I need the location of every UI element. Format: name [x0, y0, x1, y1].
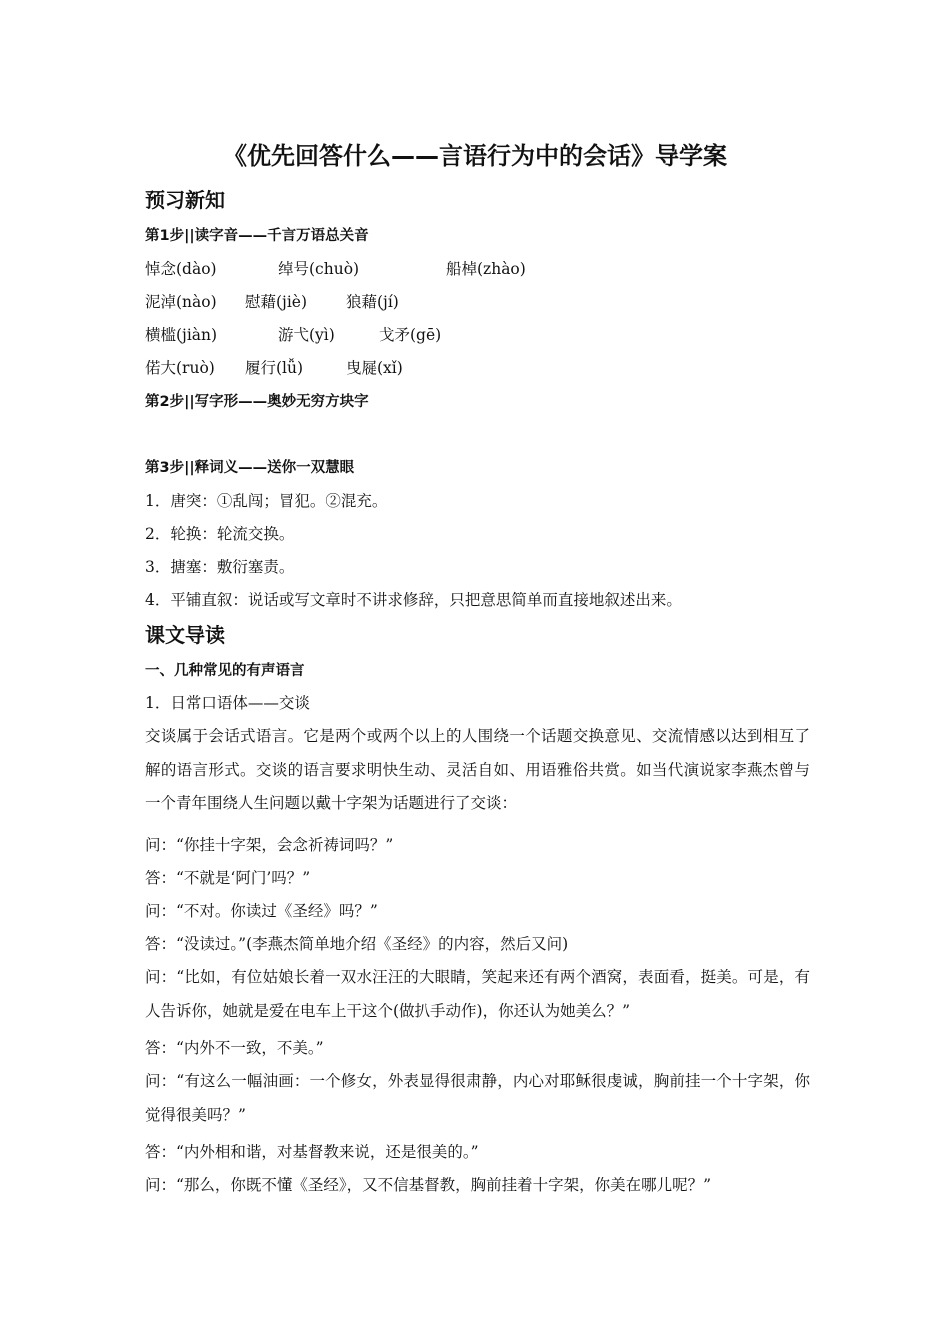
pronunciation-item: 绰号(chuò) — [278, 260, 360, 278]
dialogue-line: 答：“没读过。”(李燕杰简单地介绍《圣经》的内容，然后又问) — [145, 935, 569, 953]
step1-label: 第1步||读字音——千言万语总关音 — [145, 228, 369, 244]
dialogue-line: 答：“不就是‘阿门’吗？” — [145, 869, 311, 887]
section-heading-reading: 课文导读 — [145, 623, 225, 647]
step2-label: 第2步||写字形——奥妙无穷方块字 — [145, 394, 369, 410]
dialogue-line: 答：“内外不一致，不美。” — [145, 1039, 324, 1057]
pronunciation-item: 游弋(yì) — [278, 326, 335, 344]
pronunciation-item: 泥淖(nào) — [145, 293, 217, 311]
step3-label: 第3步||释词义——送你一双慧眼 — [145, 460, 355, 476]
subsection-heading: 一、几种常见的有声语言 — [145, 663, 305, 679]
pronunciation-item: 偌大(ruò) — [145, 359, 215, 377]
pronunciation-item: 履行(lǚ) — [245, 359, 304, 377]
dialogue-line: 问：“有这么一幅油画：一个修女，外表显得很肃静，内心对耶稣很虔诚，胸前挂一个十字架，你觉得很美吗？” — [145, 1072, 810, 1124]
pronunciation-item: 戈矛(gē) — [379, 326, 442, 344]
dialogue-line: 问：“你挂十字架，会念祈祷词吗？” — [145, 836, 394, 854]
subsection-item: 1．日常口语体——交谈 — [145, 694, 310, 712]
dialogue-line: 问：“那么，你既不懂《圣经》，又不信基督教，胸前挂着十字架，你美在哪儿呢？” — [145, 1176, 712, 1194]
pronunciation-item: 船棹(zhào) — [446, 260, 526, 278]
definition-item: 4．平铺直叙：说话或写文章时不讲求修辞，只把意思简单而直接地叙述出来。 — [145, 591, 682, 609]
dialogue-line: 答：“内外相和谐，对基督教来说，还是很美的。” — [145, 1143, 479, 1161]
body-paragraph: 交谈属于会话式语言。它是两个或两个以上的人围绕一个话题交换意见、交流情感以达到相互了解的语言形式。交谈的语言要求明快生动、灵活自如、用语雅俗共赏。如当代演说家李燕杰曾与一个青年围绕人生问题以戴十字架为话题进行了交谈： — [145, 727, 810, 812]
pronunciation-item: 曳屣(xǐ) — [346, 359, 403, 377]
dialogue-line: 问：“比如，有位姑娘长着一双水汪汪的大眼睛，笑起来还有两个酒窝，表面看，挺美。可是，有人告诉你，她就是爱在电车上干这个(做扒手动作)，你还认为她美么？” — [145, 968, 810, 1020]
pronunciation-item: 慰藉(jiè) — [245, 293, 308, 311]
definition-item: 1．唐突：①乱闯；冒犯。②混充。 — [145, 492, 388, 510]
dialogue-line: 问：“不对。你读过《圣经》吗？” — [145, 902, 378, 920]
definition-item: 2．轮换：轮流交换。 — [145, 525, 295, 543]
pronunciation-item: 悼念(dào) — [145, 260, 217, 278]
section-heading-preview: 预习新知 — [145, 188, 225, 212]
definition-item: 3．搪塞：敷衍塞责。 — [145, 558, 295, 576]
pronunciation-item: 狼藉(jí) — [346, 293, 399, 311]
document-title: 《优先回答什么——言语行为中的会话》导学案 — [223, 142, 727, 170]
pronunciation-item: 横槛(jiàn) — [145, 326, 218, 344]
